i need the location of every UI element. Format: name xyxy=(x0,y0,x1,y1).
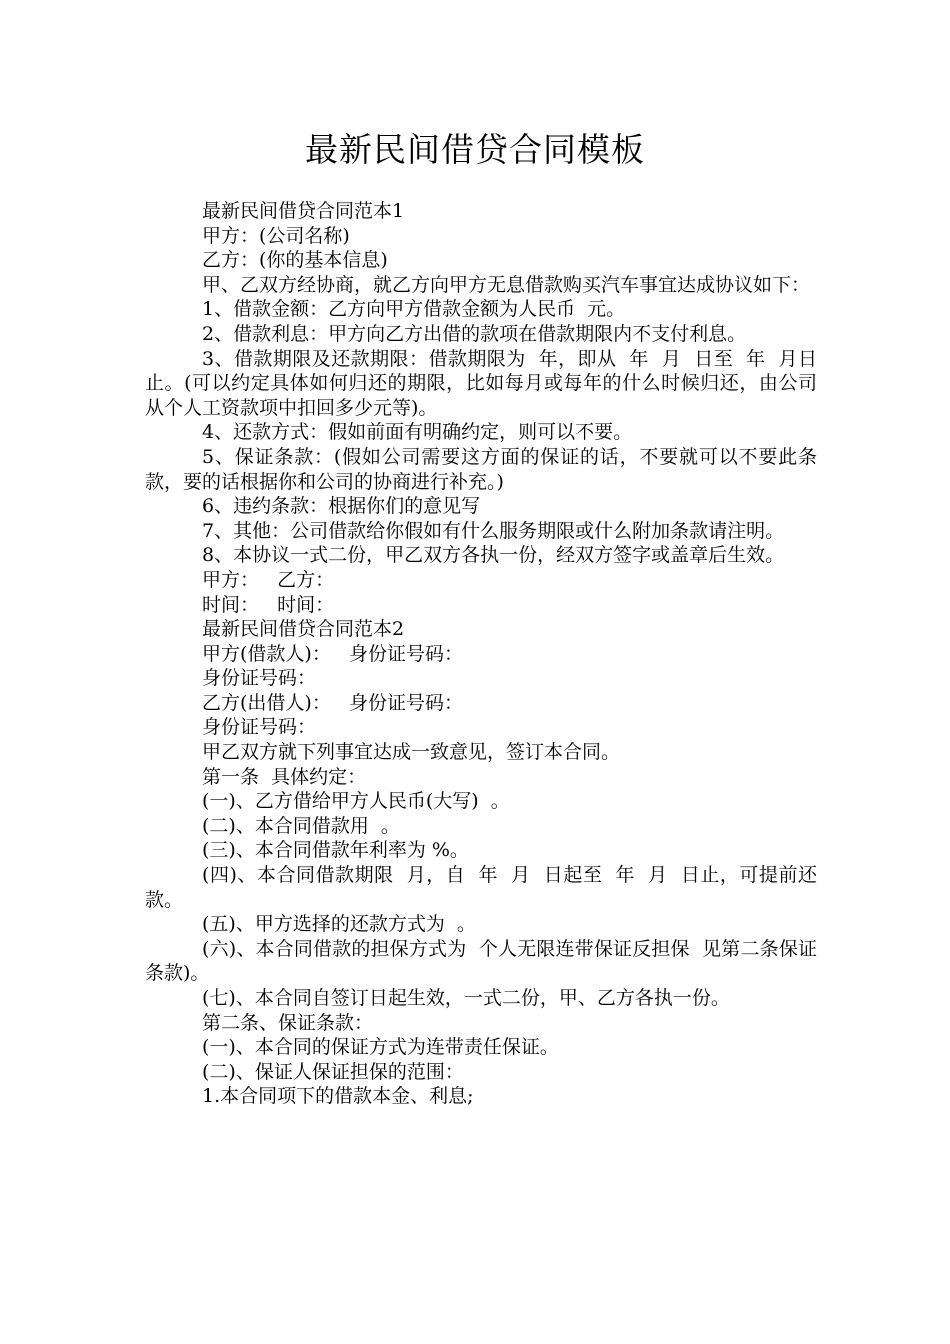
paragraph: (三)、本合同借款年利率为 %。 xyxy=(202,839,469,862)
paragraph: 甲乙双方就下列事宜达成一致意见，签订本合同。 xyxy=(202,741,621,764)
paragraph: 甲方： 乙方： xyxy=(202,568,335,591)
paragraph: (二)、本合同借款用 。 xyxy=(202,814,400,837)
paragraph: (五)、甲方选择的还款方式为 。 xyxy=(202,913,476,936)
paragraph: 4、还款方式：假如前面有明确约定，则可以不要。 xyxy=(202,421,633,444)
paragraph: 最新民间借贷合同范本1 xyxy=(202,200,405,222)
paragraph: 甲方(借款人)： 身份证号码： xyxy=(202,642,463,665)
paragraph: 8、本协议一式二份，甲乙双方各执一份，经双方签字或盖章后生效。 xyxy=(202,544,785,567)
paragraph: (七)、本合同自签订日起生效，一式二份，甲、乙方各执一份。 xyxy=(202,987,730,1009)
paragraph: 1.本合同项下的借款本金、利息; xyxy=(202,1085,474,1108)
paragraph: (一)、本合同的保证方式为连带责任保证。 xyxy=(202,1036,559,1059)
paragraph: 5、保证条款：(假如公司需要这方面的保证的话，不要就可以不要此条款，要的话根据你和公司的协商进行补充。) xyxy=(145,445,817,493)
paragraph: 3、借款期限及还款期限：借款期限为 年，即从 年 月 日至 年 月日止。(可以约定具体如何归还的期限，比如每月或每年的什么时候归还，由公司从个人工资款项中扣回多少元等)。 xyxy=(145,347,817,419)
paragraph: 身份证号码： xyxy=(202,716,317,739)
paragraph: 身份证号码： xyxy=(202,667,317,690)
paragraph: 2、借款利息：甲方向乙方出借的款项在借款期限内不支付利息。 xyxy=(202,322,747,345)
paragraph: 乙方(出借人)： 身份证号码： xyxy=(202,691,463,714)
paragraph: 时间： 时间： xyxy=(202,593,335,616)
document-title: 最新民间借贷合同模板 xyxy=(305,130,645,169)
document-body xyxy=(145,199,817,1109)
paragraph: 甲方：(公司名称) xyxy=(202,224,350,247)
paragraph: 1、借款金额：乙方向甲方借款金额为人民币 元。 xyxy=(202,298,626,321)
paragraph: 第二条、保证条款： xyxy=(202,1011,374,1034)
paragraph: 6、违约条款：根据你们的意见写 xyxy=(202,495,481,518)
paragraph: (一)、乙方借给甲方人民币(大写) 。 xyxy=(202,790,510,813)
paragraph: 第一条 具体约定： xyxy=(202,765,367,788)
paragraph: (四)、本合同借款期限 月，自 年 月 日起至 年 月 日止，可提前还款。 xyxy=(145,864,817,911)
paragraph: 乙方：(你的基本信息) xyxy=(202,249,388,272)
paragraph: 甲、乙双方经协商，就乙方向甲方无息借款购买汽车事宜达成协议如下： xyxy=(202,273,811,296)
paragraph: 最新民间借贷合同范本2 xyxy=(202,618,405,641)
paragraph: 7、其他：公司借款给你假如有什么服务期限或什么附加条款请注明。 xyxy=(202,519,785,542)
paragraph: (六)、本合同借款的担保方式为 个人无限连带保证反担保 见第二条保证条款)。 xyxy=(145,937,817,985)
paragraph: (二)、保证人保证担保的范围： xyxy=(202,1060,464,1083)
